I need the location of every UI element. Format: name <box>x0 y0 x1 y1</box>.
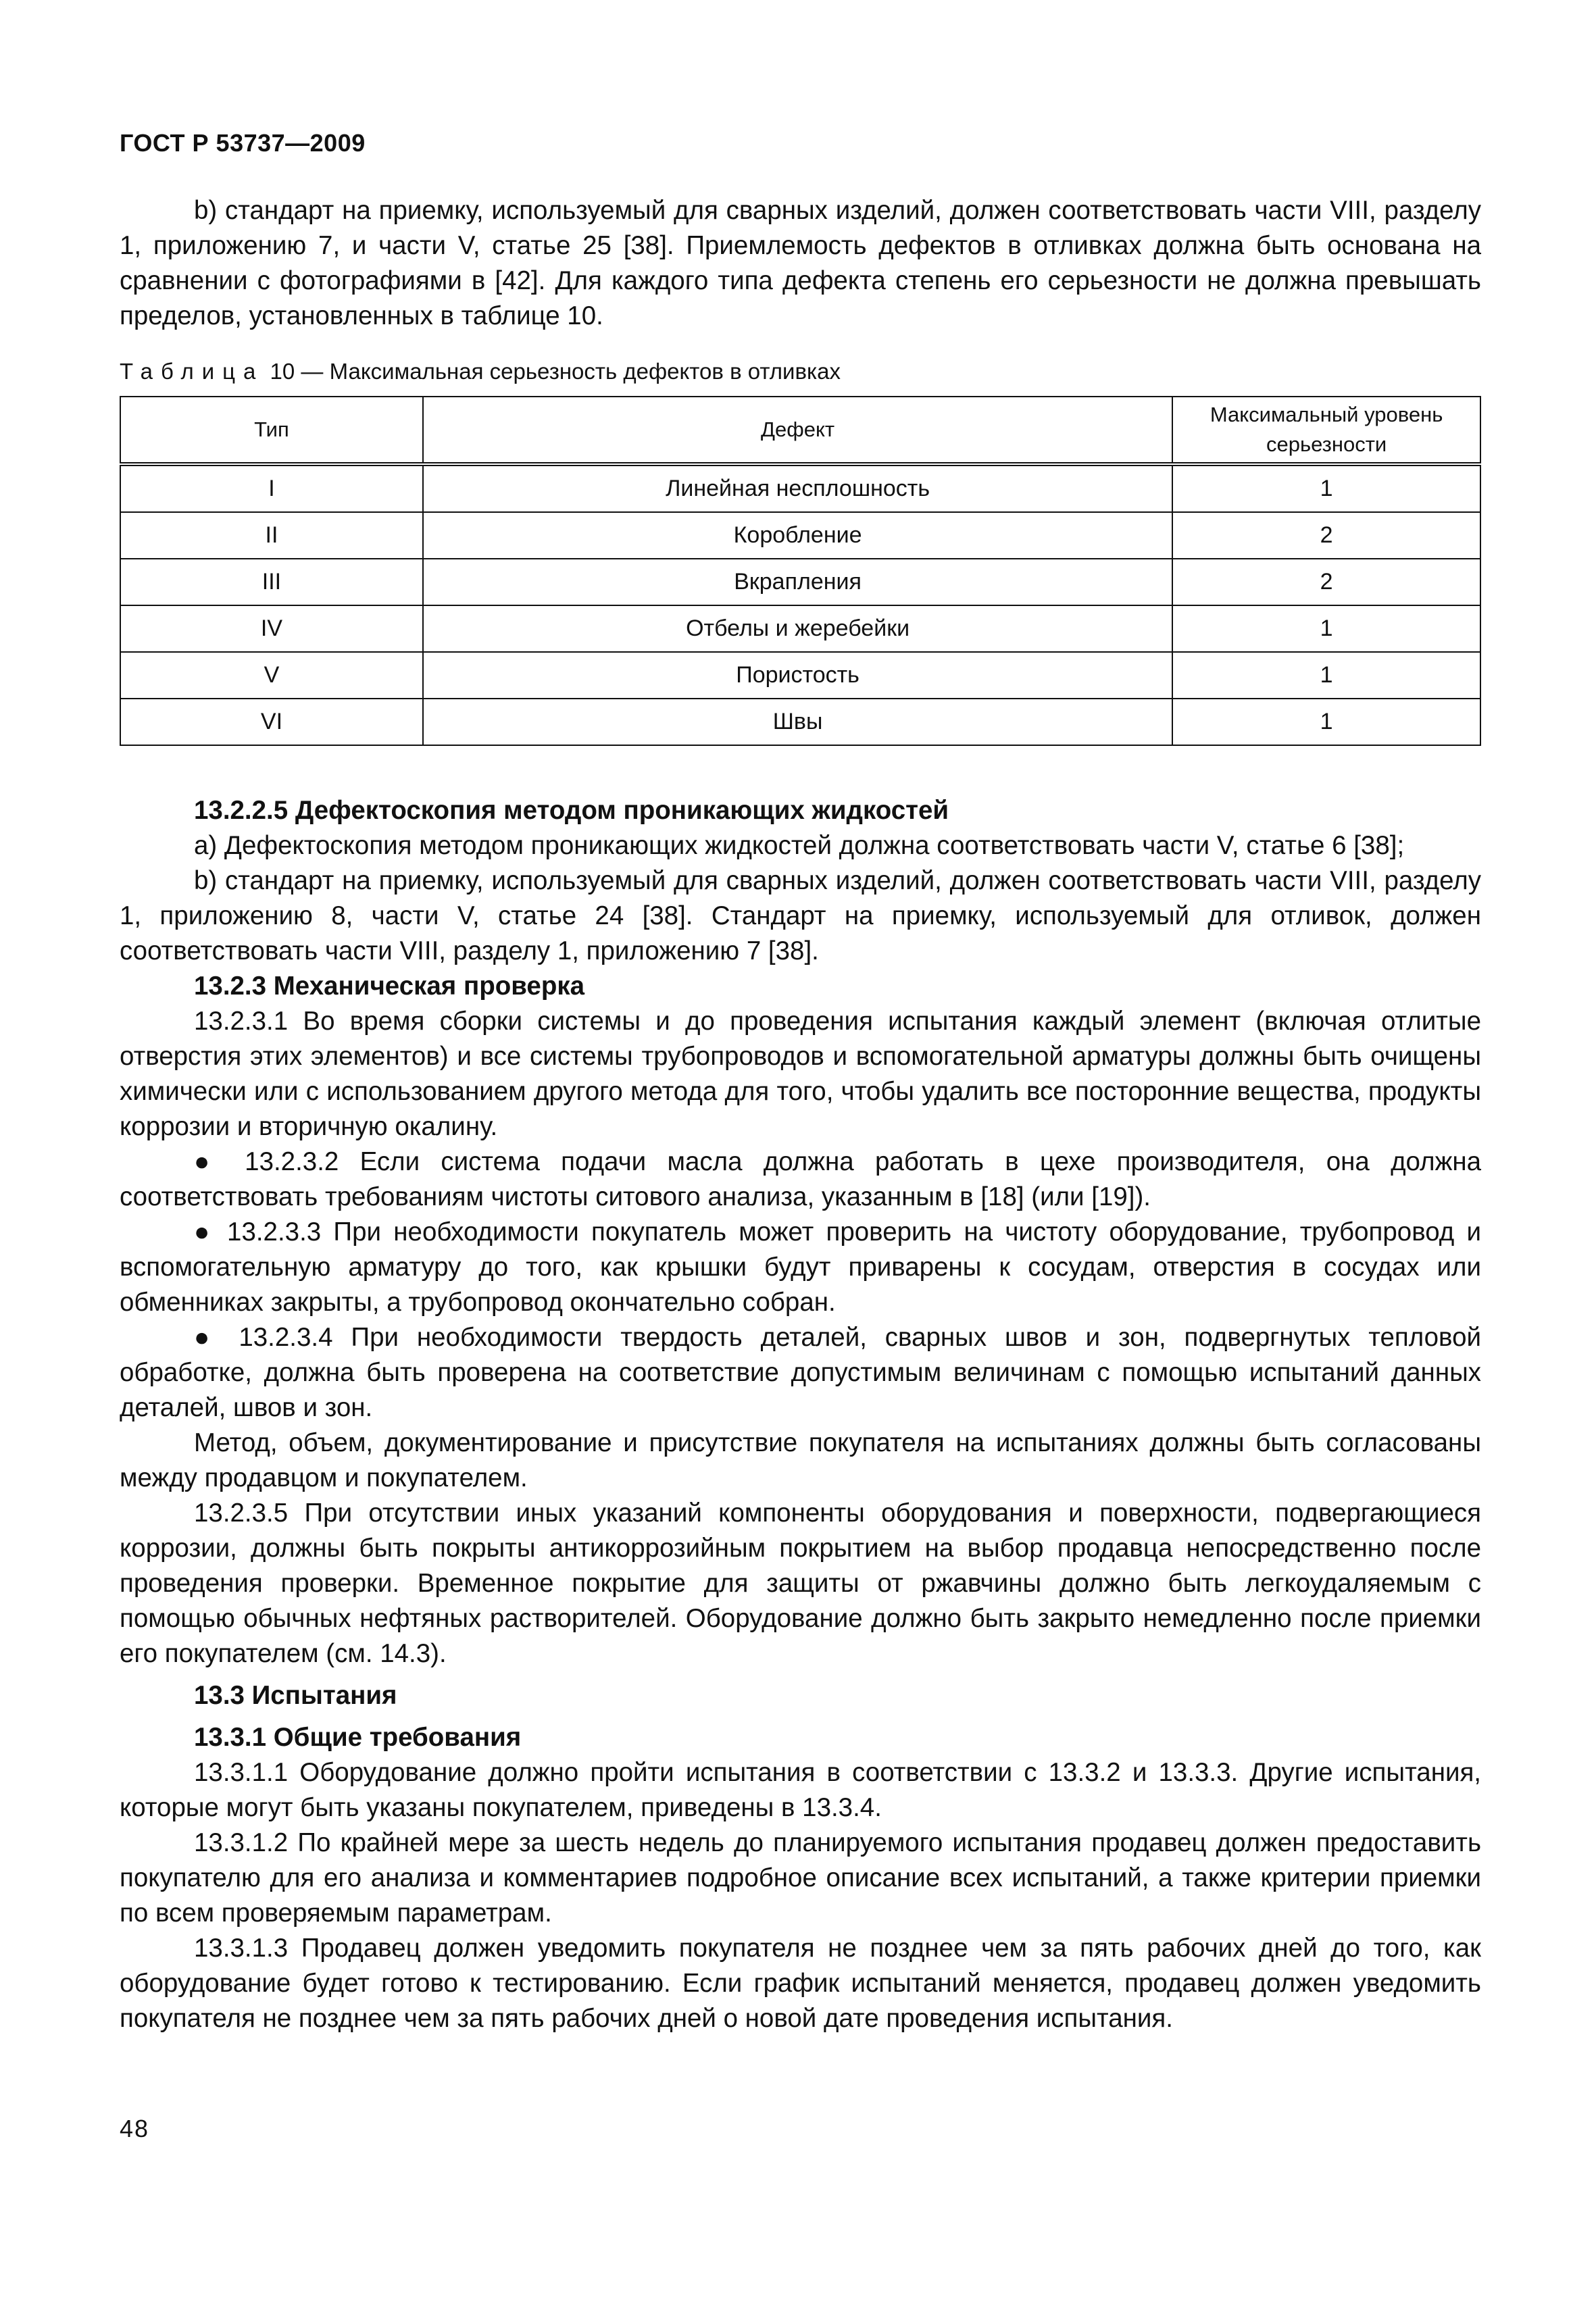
body-paragraph: ● 13.2.3.2 Если система подачи масла должна работать в цехе производителя, она должна соответствовать требованиям чистоты ситового анализа, указанным в [18] (или [19]). <box>120 1147 1481 1211</box>
table-caption <box>120 357 1481 386</box>
intro-paragraph: b) стандарт на приемку, используемый для сварных изделий, должен соответствовать части VIII, разделу 1, приложению 7, и части V, статье 25 [38]. Приемлемость дефектов в отливках должна быть основана на сравнении с фотографиями в [42]. Для каждого типа дефекта степень его серьезности не должна превышать пределов, установленных в таблице 10. <box>120 196 1481 330</box>
page-number: 48 <box>120 2115 150 2142</box>
table-row <box>120 512 1480 559</box>
body-paragraph: a) Дефектоскопия методом проникающих жидкостей должна соответствовать части V, статье 6 [38]; <box>194 831 1405 860</box>
cell-level: 1 <box>1172 699 1480 745</box>
cell-level: 2 <box>1172 559 1480 605</box>
section-heading: 13.2.3 Механическая проверка <box>194 972 585 1001</box>
cell-defect: Коробление <box>423 512 1172 559</box>
document-header: ГОСТ Р 53737—2009 <box>120 129 366 157</box>
header-defect: Дефект <box>423 397 1172 464</box>
cell-defect: Швы <box>423 699 1172 745</box>
section-heading: 13.2.2.5 Дефектоскопия методом проникающих жидкостей <box>194 796 949 825</box>
cell-type: III <box>120 559 423 605</box>
section-heading: 13.3.1 Общие требования <box>194 1723 522 1752</box>
body-paragraph: Метод, объем, документирование и присутствие покупателя на испытаниях должны быть согласованы между продавцом и покупателем. <box>120 1428 1481 1492</box>
header-type: Тип <box>120 397 423 464</box>
cell-type: V <box>120 652 423 699</box>
cell-defect: Вкрапления <box>423 559 1172 605</box>
table-row <box>120 605 1480 652</box>
table-caption-text: 10 — Максимальная серьезность дефектов в отливках <box>264 359 841 384</box>
cell-defect: Линейная несплошность <box>423 464 1172 512</box>
header-max-level: Максимальный уровень серьезности <box>1172 397 1480 464</box>
body-paragraph: 13.3.1.1 Оборудование должно пройти испытания в соответствии с 13.3.2 и 13.3.3. Другие испытания, которые могут быть указаны покупателем, приведены в 13.3.4. <box>120 1758 1481 1822</box>
cell-type: I <box>120 464 423 512</box>
cell-type: VI <box>120 699 423 745</box>
body-paragraph: 13.3.1.2 По крайней мере за шесть недель до планируемого испытания продавец должен предоставить покупателю для его анализа и комментариев подробное описание всех испытаний, а также критерии приемки по всем проверяемым параметрам. <box>120 1828 1481 1928</box>
body-text <box>120 793 1481 2036</box>
defects-table <box>120 396 1481 746</box>
cell-type: II <box>120 512 423 559</box>
table-caption-word: Таблица <box>120 359 264 384</box>
table-row <box>120 464 1480 512</box>
body-paragraph: 13.2.3.1 Во время сборки системы и до проведения испытания каждый элемент (включая отлитые отверстия этих элементов) и все системы трубопроводов и вспомогательной арматуры должны быть очищены химически или с использованием другого метода для того, чтобы удалить все посторонние вещества, продукты коррозии и вторичную окалину. <box>120 1007 1481 1141</box>
section-heading: 13.3 Испытания <box>194 1681 397 1710</box>
body-paragraph: 13.2.3.5 При отсутствии иных указаний компоненты оборудования и поверхности, подвергающиеся коррозии, должны быть покрыты антикоррозийным покрытием на выбор продавца непосредственно после проведения проверки. Временное покрытие для защиты от ржавчины должно быть легкоудаляемым с помощью обычных нефтяных растворителей. Оборудование должно быть закрыто немедленно после приемки его покупателем (см. 14.3). <box>120 1499 1481 1668</box>
body-paragraph: b) стандарт на приемку, используемый для сварных изделий, должен соответствовать части VIII, разделу 1, приложению 8, части V, статье 24 [38]. Стандарт на приемку, используемый для отливок, должен соответствовать части VIII, разделу 1, приложению 7 [38]. <box>120 866 1481 965</box>
body-paragraph: 13.3.1.3 Продавец должен уведомить покупателя не позднее чем за пять рабочих дней до того, как оборудование будет готово к тестированию. Если график испытаний меняется, продавец должен уведомить покупателя не позднее чем за пять рабочих дней о новой дате проведения испытания. <box>120 1934 1481 2033</box>
cell-level: 2 <box>1172 512 1480 559</box>
cell-defect: Пористость <box>423 652 1172 699</box>
table-row <box>120 559 1480 605</box>
body-paragraph: ● 13.2.3.4 При необходимости твердость деталей, сварных швов и зон, подвергнутых тепловой обработке, должна быть проверена на соответствие допустимым величинам с помощью испытаний данных деталей, швов и зон. <box>120 1323 1481 1422</box>
cell-level: 1 <box>1172 605 1480 652</box>
cell-level: 1 <box>1172 464 1480 512</box>
cell-level: 1 <box>1172 652 1480 699</box>
cell-type: IV <box>120 605 423 652</box>
table-row <box>120 652 1480 699</box>
body-paragraph: ● 13.2.3.3 При необходимости покупатель может проверить на чистоту оборудование, трубопровод и вспомогательную арматуру до того, как крышки будут приварены к сосудам, отверстия в сосудах или обменниках закрыты, а трубопровод окончательно собран. <box>120 1217 1481 1317</box>
table-header-row <box>120 397 1480 464</box>
cell-defect: Отбелы и жеребейки <box>423 605 1172 652</box>
table-row <box>120 699 1480 745</box>
